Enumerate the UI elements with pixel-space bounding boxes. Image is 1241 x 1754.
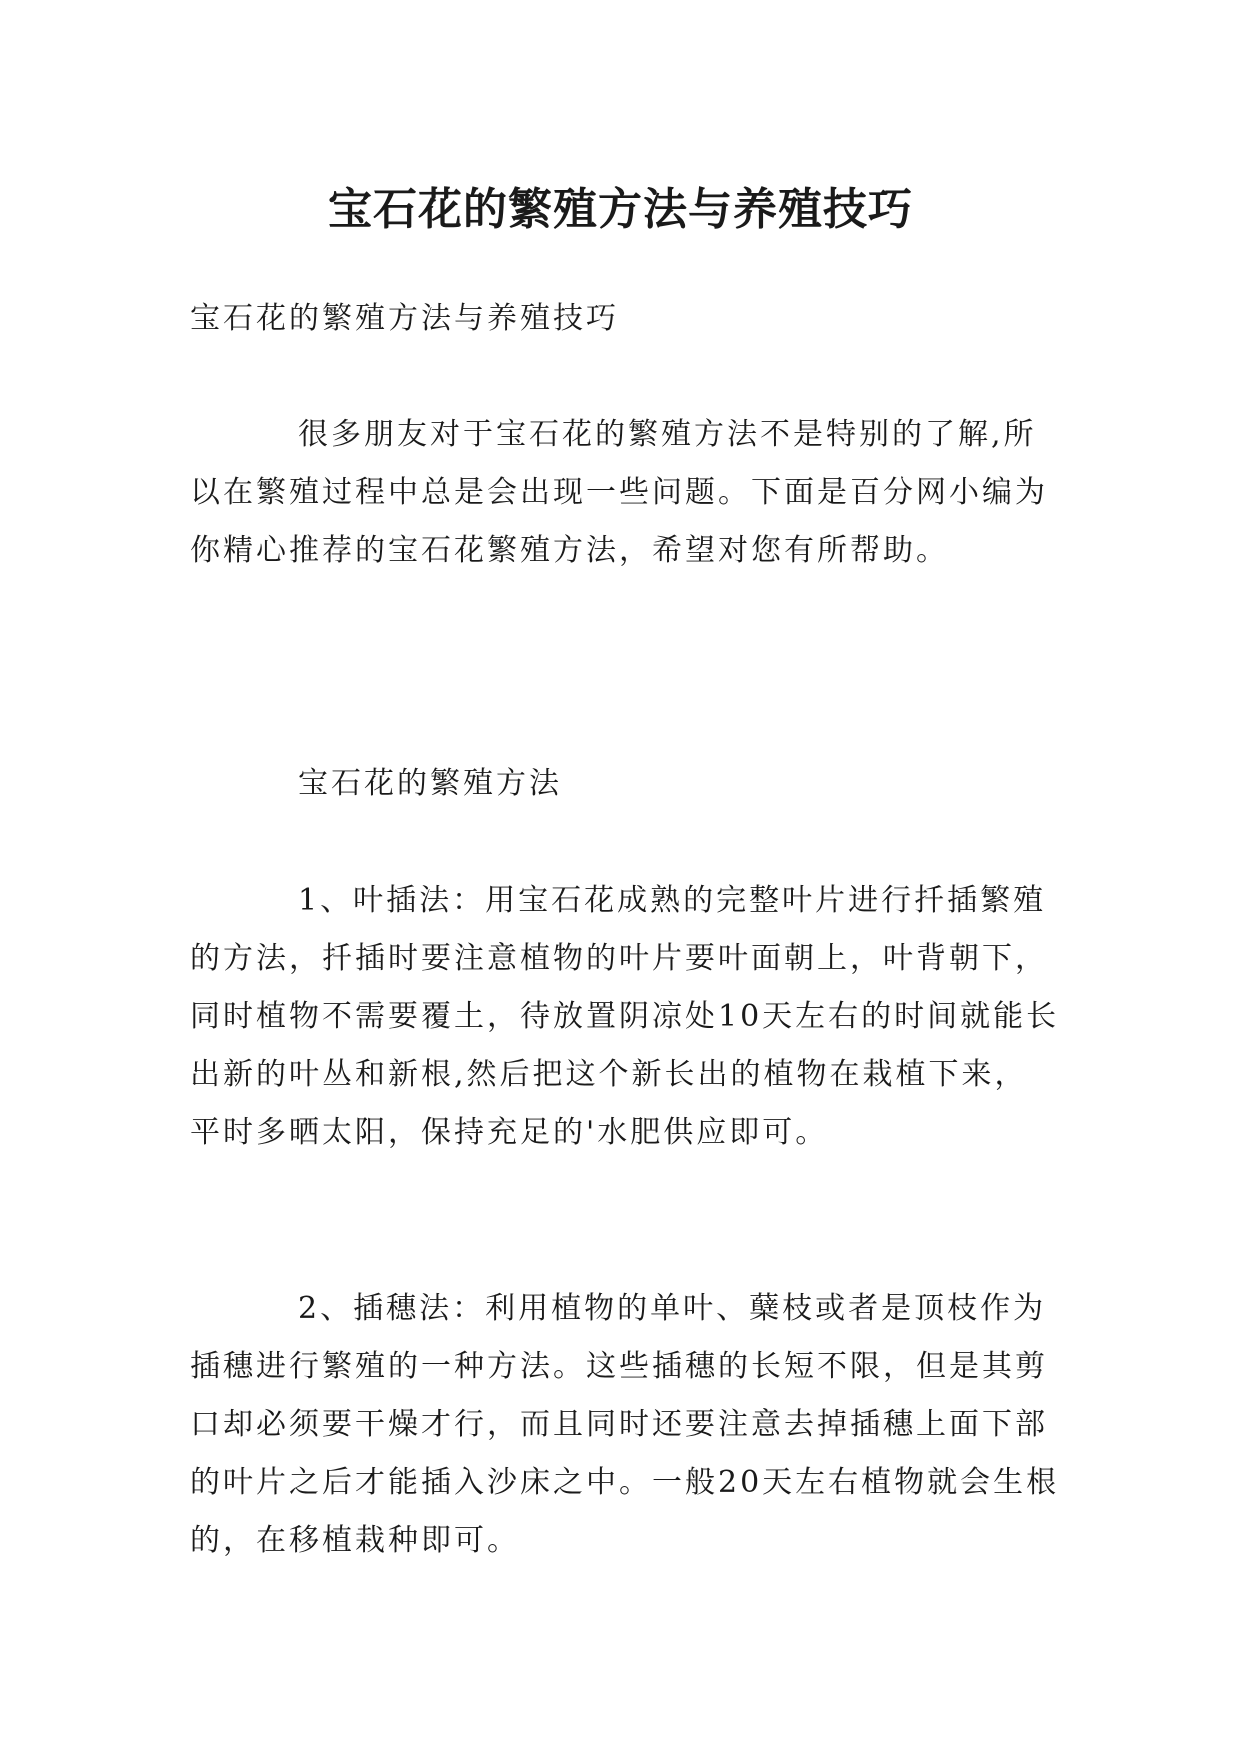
method-paragraph-leaf-cutting: 1、叶插法：用宝石花成熟的完整叶片进行扦插繁殖的方法，扦插时要注意植物的叶片要叶面朝上，叶背朝下，同时植物不需要覆土，待放置阴凉处10天左右的时间就能长出新的叶丛和新根,然后把这个新长出的植物在栽植下来，平时多晒太阳，保持充足的'水肥供应即可。 [190, 883, 1060, 1150]
page-title: 宝石花的繁殖方法与养殖技巧 [328, 184, 913, 236]
intro-paragraph: 很多朋友对于宝石花的繁殖方法不是特别的了解,所以在繁殖过程中总是会出现一些问题。下面是百分网小编为你精心推荐的宝石花繁殖方法，希望对您有所帮助。 [190, 417, 1048, 568]
method-paragraph-stem-cutting: 2、插穗法：利用植物的单叶、蘖枝或者是顶枝作为插穗进行繁殖的一种方法。这些插穗的长短不限，但是其剪口却必须要干燥才行，而且同时还要注意去掉插穗上面下部的叶片之后才能插入沙床之中。一般20天左右植物就会生根的，在移植栽种即可。 [190, 1291, 1060, 1558]
section-heading: 宝石花的繁殖方法 [298, 766, 562, 801]
document-subtitle: 宝石花的繁殖方法与养殖技巧 [190, 301, 619, 336]
